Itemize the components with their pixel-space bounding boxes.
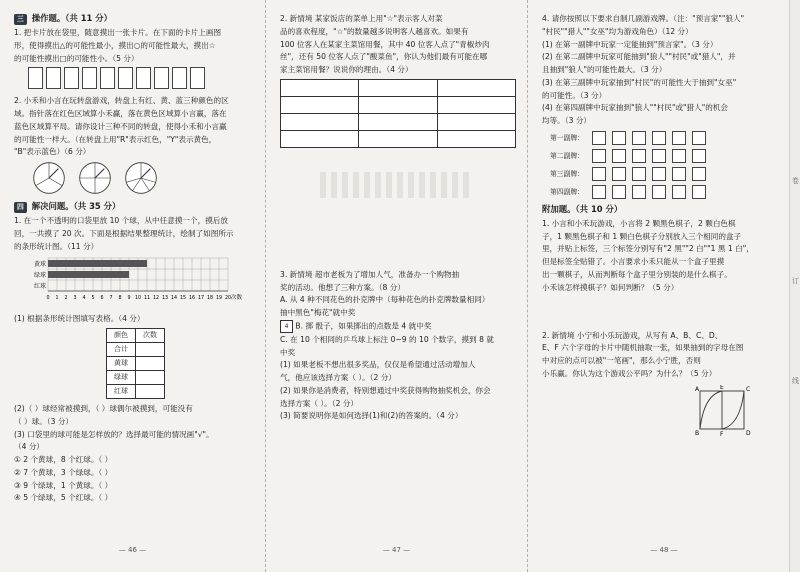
- point-label: C: [746, 385, 751, 393]
- q-line: 的条形统计图。（11 分）: [14, 241, 99, 251]
- card-box[interactable]: [692, 185, 706, 199]
- card-box[interactable]: [672, 131, 686, 145]
- point-label: B: [695, 429, 700, 437]
- table-cell: [437, 113, 515, 130]
- q-line: 的可能性。（3 分）: [542, 90, 607, 100]
- q-line: 丝"，还有 50 位客人点了"酸菜鱼"，你认为他们最有可能在哪: [280, 52, 488, 62]
- card-box[interactable]: [612, 149, 626, 163]
- operation-q2: [14, 95, 255, 158]
- tick-label: 16: [188, 296, 196, 302]
- q-line: (2) 在第二副牌中玩家可能抽到"狼人""村民"或"猎人"，并: [542, 52, 736, 62]
- tick-label: 20: [224, 296, 232, 302]
- deck-row-1: [550, 131, 790, 145]
- table-cell: [359, 96, 437, 113]
- card-box[interactable]: [592, 131, 606, 145]
- option-item[interactable]: ① 2 个黄球，8 个红球。（ ）: [14, 455, 113, 465]
- restaurant-menu-table: [280, 79, 516, 148]
- table-row: [281, 79, 516, 96]
- bar: [48, 260, 147, 267]
- faded-answer-area: [320, 172, 470, 198]
- q-line: 小禾该怎样摸棋子？如何判断？（5 分）: [542, 282, 679, 292]
- page-number: — 48 —: [650, 546, 678, 555]
- tick-label: 17: [197, 296, 205, 302]
- q-line: (1) 根据条形统计图填写表格。（4 分）: [14, 314, 145, 324]
- x-axis-label: 次数: [231, 295, 243, 302]
- tally-table: [106, 328, 165, 399]
- plan-b: B. 掷 骰子，如果掷出的点数是 4 就中奖: [295, 321, 432, 331]
- tick-label: 0: [46, 296, 50, 302]
- tick-label: 18: [206, 296, 214, 302]
- q-line: 子，1 颗黑色棋子和 1 颗白色棋子分别放入三个相同的盒子: [542, 231, 742, 241]
- page-48: [528, 0, 800, 572]
- section-title: 操作题。（共 11 分）: [31, 13, 113, 23]
- q-line: 2. 小禾和小言在玩转盘游戏，转盘上有红、黄、蓝三种颜色的区: [14, 96, 229, 106]
- table-cell: 绿球: [107, 370, 136, 384]
- plan-c: 中奖: [280, 347, 296, 357]
- card-box[interactable]: [632, 131, 646, 145]
- table-row: [107, 384, 165, 398]
- deck-label: 第二副牌：: [550, 151, 584, 160]
- binding-label: 线: [792, 377, 799, 385]
- point-label: F: [720, 430, 724, 437]
- card-box[interactable]: [612, 167, 626, 181]
- q-line: (3) 在第三副牌中玩家抽到"村民"的可能性大于抽到"女巫": [542, 77, 737, 87]
- card-box[interactable]: [632, 167, 646, 181]
- tick-label: 13: [161, 296, 169, 302]
- category-label: 红球: [33, 283, 46, 291]
- section-badge: 三: [14, 14, 27, 25]
- table-cell: [359, 113, 437, 130]
- operation-q1: [14, 27, 255, 64]
- q-line: 100 位客人在某家主菜馆用餐，其中 40 位客人点了"青椒炒肉: [280, 39, 490, 49]
- q-line: (1) 在第一副牌中玩家一定能抽到"预言家"。（3 分）: [542, 39, 718, 49]
- card-box[interactable]: [64, 67, 79, 89]
- tick-label: 11: [143, 296, 151, 302]
- card-box[interactable]: [672, 185, 686, 199]
- operation-section-heading: [14, 12, 255, 25]
- card-box[interactable]: [652, 149, 666, 163]
- card-box[interactable]: [592, 167, 606, 181]
- q-line: (2)（ ）球经常被摸到，（ ）球偶尔被摸到，可能没有: [14, 403, 193, 413]
- card-box[interactable]: [652, 131, 666, 145]
- binding-label: 订: [792, 277, 799, 285]
- page-number: — 46 —: [118, 546, 147, 555]
- card-box[interactable]: [100, 67, 115, 89]
- q-line: (3) 口袋里的球可能是怎样放的？选择最可能的情况画"√"。: [14, 429, 214, 439]
- category-label: 黄球: [33, 261, 46, 269]
- q-line: 里，并贴上标签，三个标签分别写有"2 黑""2 白""1 黑 1 白"，: [542, 244, 754, 254]
- q-line: "B"表示蓝色）（6 分）: [14, 147, 91, 157]
- q-line: "村民""猎人""女巫"均为游戏角色）（12 分）: [542, 26, 693, 36]
- table-cell: [281, 113, 359, 130]
- answer-cell[interactable]: [136, 356, 165, 370]
- bonus-q2: [542, 330, 790, 380]
- q-line: 中对应的点可以被"一笔画"，那么小宁胜，否则: [542, 356, 701, 366]
- page-number: — 47 —: [382, 546, 411, 555]
- q4-text: [542, 13, 790, 127]
- table-header: [359, 79, 437, 96]
- q-line: （ ）球。（3 分）: [14, 416, 74, 426]
- spinner-wheel[interactable]: [32, 161, 66, 195]
- q-line: 4. 请你按照以下要求自制几副游戏牌。（注："预言家""狼人": [542, 14, 745, 23]
- tick-label: 5: [91, 296, 95, 302]
- q-line: E、F 六个字母的卡片中随机抽取一张，如果抽到的字母在图: [542, 343, 744, 353]
- q-line: 的可能性摸出□的可能性小。（5 分）: [14, 53, 139, 63]
- answer-cell[interactable]: [136, 384, 165, 398]
- page-47: [266, 0, 528, 572]
- tick-label: 3: [73, 296, 77, 302]
- deck-row-3: [550, 167, 790, 181]
- table-cell: 黄球: [107, 356, 136, 370]
- q-line: 出一颗棋子，从而判断每个盒子里分别装的是什么棋子。: [542, 269, 732, 279]
- card-box[interactable]: [692, 167, 706, 181]
- tick-label: 2: [64, 296, 68, 302]
- card-box[interactable]: [592, 149, 606, 163]
- q-line: 但是标签全贴错了。小言要求小禾只能从一个盒子里摸: [542, 257, 725, 267]
- q-line: 奖的活动。他想了三种方案。（8 分）: [280, 282, 405, 292]
- card-box[interactable]: [172, 67, 187, 89]
- q-line: 域。指针落在红色区域算小禾赢，落在黄色区域算小言赢，落在: [14, 109, 227, 119]
- binding-margin: [789, 0, 800, 572]
- tick-label: 12: [152, 296, 160, 302]
- q-line: 1. 小言和小禾玩游戏，小言将 2 颗黑色棋子，2 颗白色棋: [542, 218, 736, 228]
- spinner-row: [32, 161, 255, 195]
- q-line: 回，一共摸了 20 次。下面是根据结果整理统计，绘制了如图所示: [14, 228, 234, 238]
- table-row: [281, 130, 516, 147]
- answer-cell[interactable]: [136, 342, 165, 356]
- table-row: [281, 113, 516, 130]
- q2-text: [280, 13, 517, 76]
- q-line: 2. 新情境 某家饭店的菜单上用"☆"表示客人对菜: [280, 14, 443, 23]
- card-box[interactable]: [692, 131, 706, 145]
- q-line: 且抽到"狼人"的可能性最大。（3 分）: [542, 65, 667, 75]
- table-row: [281, 96, 516, 113]
- q-line: 小乐赢。你认为这个游戏公平吗？为什么？（5 分）: [542, 368, 717, 378]
- q-line: 均等。（3 分）: [542, 116, 592, 126]
- bonus-q1: [542, 218, 790, 294]
- card-box[interactable]: [652, 185, 666, 199]
- point-label: E: [720, 384, 724, 391]
- card-boxes: [28, 67, 255, 89]
- table-cell: [437, 130, 515, 147]
- deck-row-2: [550, 149, 790, 163]
- card-box[interactable]: [652, 167, 666, 181]
- tick-label: 1: [55, 296, 59, 302]
- tick-label: 9: [127, 296, 131, 302]
- card-box[interactable]: [612, 131, 626, 145]
- section-title: 解决问题。（共 35 分）: [31, 201, 121, 212]
- q-line: 1. 在一个不透明的口袋里放 10 个球，从中任意摸一个，摸后放: [14, 216, 228, 226]
- table-row: [107, 370, 165, 384]
- q-line: (4) 在第四副牌中玩家抽到"狼人""村民"或"猎人"的机会: [542, 103, 728, 113]
- point-label: D: [746, 429, 751, 437]
- card-box[interactable]: [692, 149, 706, 163]
- dice-icon: 4: [280, 320, 293, 333]
- solve-q1-intro: [14, 215, 255, 252]
- spinner-wheel[interactable]: [78, 161, 112, 195]
- table-cell: 红球: [107, 384, 136, 398]
- card-box[interactable]: [672, 167, 686, 181]
- card-box[interactable]: [82, 67, 97, 89]
- tick-label: 8: [118, 296, 122, 302]
- table-cell: [359, 130, 437, 147]
- card-box[interactable]: [154, 67, 169, 89]
- deck-label: 第四副牌：: [550, 187, 584, 196]
- q-line: (3) 简要说明你是如何选择(1)和(2)的答案的。（4 分）: [280, 411, 463, 421]
- card-box[interactable]: [190, 67, 205, 89]
- card-box[interactable]: [592, 185, 606, 199]
- table-row: [107, 356, 165, 370]
- answer-space[interactable]: [280, 198, 517, 268]
- option-item[interactable]: ③ 9 个绿球，1 个黄球。（ ）: [14, 480, 113, 490]
- card-box[interactable]: [28, 67, 43, 89]
- option-item[interactable]: ④ 5 个绿球，5 个红球。（ ）: [14, 493, 113, 503]
- q-line: 3. 新情境 超市老板为了增加人气，准备办一个购物抽: [280, 269, 460, 279]
- table-cell: 合计: [107, 342, 136, 356]
- table-header: 次数: [136, 328, 165, 342]
- answer-space[interactable]: [542, 295, 790, 329]
- deck-label: 第三副牌：: [550, 169, 584, 178]
- page-46: [0, 0, 266, 572]
- point-label: A: [695, 385, 700, 393]
- table-header: [437, 79, 515, 96]
- plan-a: 抽中黑色"梅花"就中奖: [280, 308, 356, 318]
- tick-label: 15: [179, 296, 187, 302]
- card-box[interactable]: [46, 67, 61, 89]
- plan-b-row: [280, 320, 517, 333]
- card-box[interactable]: [632, 185, 646, 199]
- q3-text: [280, 269, 517, 422]
- q-line: 品的喜欢程度，"☆"的数量越多说明客人越喜欢。如果有: [280, 26, 469, 36]
- q-line: 2. 新情境 小宁和小乐玩游戏，从写有 A、B、C、D、: [542, 330, 723, 340]
- solve-section-heading: [14, 200, 255, 213]
- bar: [48, 271, 129, 278]
- one-stroke-figure: [694, 385, 754, 437]
- q-line: (2) 如果你是消费者，特别想通过中奖获得购物抽奖机会，你会: [280, 385, 491, 395]
- q-line: 选择方案（ ）。（2 分）: [280, 398, 358, 408]
- q-line: 1. 把卡片放在袋里，随意摸出一张卡片。在下面的卡片上画图: [14, 28, 222, 38]
- q-line: 气，他应该选择方案（ ）。（2 分）: [280, 373, 396, 383]
- plan-a: A. 从 4 种不同花色的扑克牌中（每种花色的扑克牌数量相同）: [280, 295, 490, 305]
- table-header: 颜色: [107, 328, 136, 342]
- card-box[interactable]: [136, 67, 151, 89]
- q-line: （4 分）: [14, 442, 45, 452]
- bar-chart: [22, 256, 258, 306]
- category-label: 绿球: [33, 272, 46, 280]
- table-cell: [437, 96, 515, 113]
- answer-cell[interactable]: [136, 370, 165, 384]
- card-box[interactable]: [632, 149, 646, 163]
- binding-label: 卷: [792, 177, 799, 185]
- tick-label: 6: [100, 296, 104, 302]
- tick-label: 19: [215, 296, 223, 302]
- bonus-heading: 附加题。（共 10 分）: [542, 203, 623, 214]
- card-box[interactable]: [672, 149, 686, 163]
- plan-c: C. 在 10 个相同的乒乓球上标注 0~9 的 10 个数字，摸到 8 就: [280, 334, 494, 344]
- table-cell: [281, 130, 359, 147]
- table-row: [107, 328, 165, 342]
- section-badge: 四: [14, 202, 27, 213]
- q-line: 蓝色区域算平局。请你设计三种不同的转盘，使得小禾和小言赢: [14, 121, 227, 131]
- deck-row-4: [550, 185, 790, 199]
- card-box[interactable]: [118, 67, 133, 89]
- spinner-wheel[interactable]: [124, 161, 158, 195]
- tick-label: 14: [170, 296, 178, 302]
- table-header: [281, 79, 359, 96]
- tick-label: 10: [134, 296, 142, 302]
- q-line: 的可能性一样大。（在转盘上用"R"表示红色，"Y"表示黄色，: [14, 134, 217, 144]
- q-line: (1) 如果老板不想出很多奖品，仅仅是希望通过活动增加人: [280, 360, 476, 370]
- q-line: 家主菜馆用餐？说说你的理由。（4 分）: [280, 65, 413, 75]
- option-item[interactable]: ② 7 个黄球，3 个绿球。（ ）: [14, 467, 113, 477]
- table-row: [107, 342, 165, 356]
- tick-label: 4: [82, 296, 86, 302]
- tick-label: 7: [109, 296, 113, 302]
- table-cell: [281, 96, 359, 113]
- q-line: 形，使得摸出△的可能性最小，摸出○的可能性最大，摸出☆: [14, 40, 216, 50]
- deck-label: 第一副牌：: [550, 133, 584, 142]
- card-box[interactable]: [612, 185, 626, 199]
